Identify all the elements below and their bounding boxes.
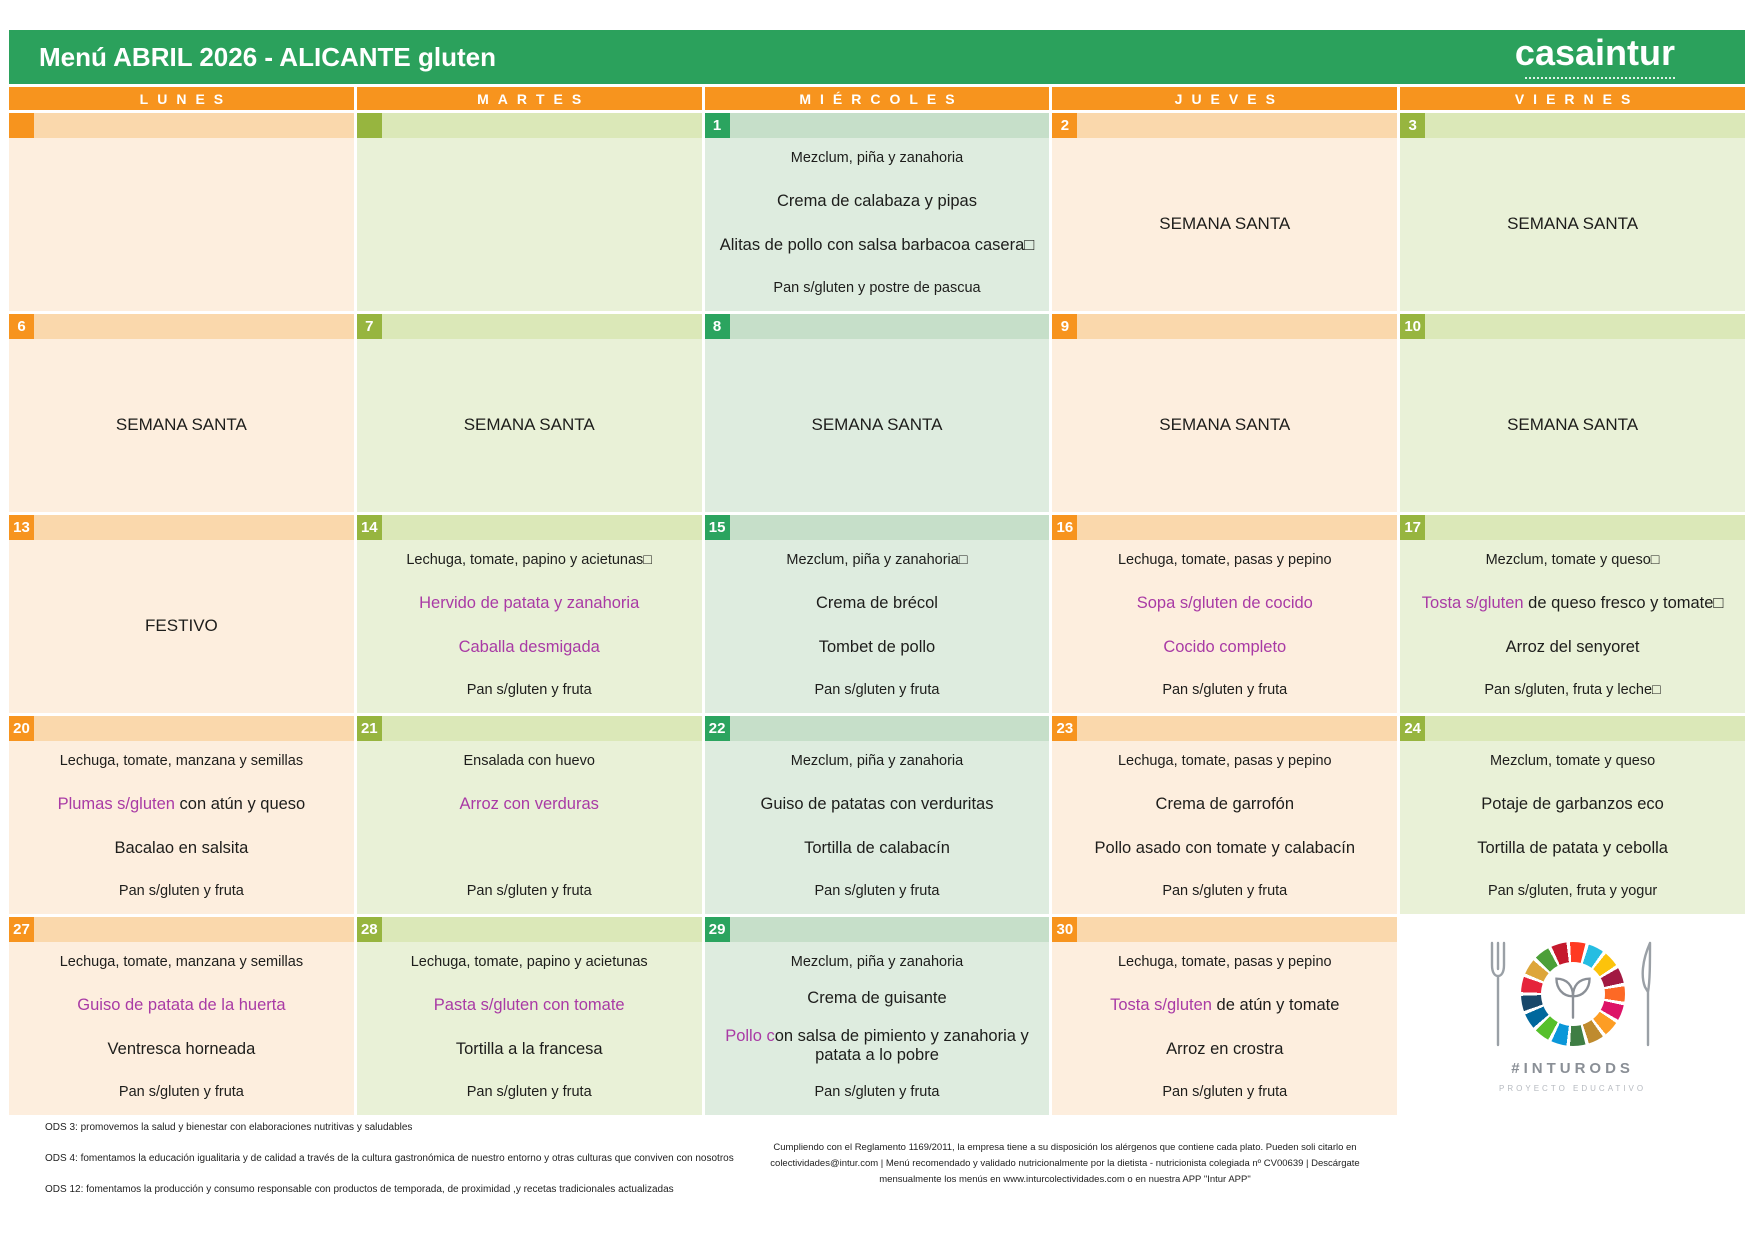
menu-line [713,594,1042,613]
calendar-cell-day-7 [357,314,702,512]
calendar-cell-day-22 [705,716,1050,914]
gluten-free-highlight: Cocido completo [1163,637,1287,656]
day-number-badge: 24 [1400,716,1425,741]
day-number-badge: 30 [1052,917,1077,942]
day-header-martes: MARTES [357,87,702,110]
menu-text: Lechuga, tomate, pasas y pepino [1117,753,1332,769]
cell-body [357,138,702,311]
cell-body [9,540,354,713]
menu-text: Ensalada con huevo [463,753,595,769]
holiday-label: SEMANA SANTA [811,414,943,434]
weeks-grid [9,113,1745,1115]
menu-text: Lechuga, tomate, pasas y pepino [1117,552,1332,568]
calendar-cell-day-1 [705,113,1050,311]
menu-text: Pan s/gluten y fruta [466,1083,592,1100]
day-number-badge: 13 [9,515,34,540]
cell-stripe [1400,314,1745,339]
holiday-label: SEMANA SANTA [1159,213,1291,233]
cell-stripe [9,314,354,339]
menu-line [1060,682,1389,699]
menu-line [1408,682,1737,699]
menu-text: Lechuga, tomate, manzana y semillas [59,753,304,769]
ods-logo-cell [1400,917,1745,1115]
holiday-label: SEMANA SANTA [1507,414,1639,434]
menu-line [1408,839,1737,858]
menu-text: Pan s/gluten y fruta [118,882,244,899]
day-number-badge: 1 [705,113,730,138]
menu-line [17,753,346,770]
menu-line [1408,594,1737,613]
menu-text: Lechuga, tomate, manzana y semillas [59,954,304,970]
cell-body [705,339,1050,512]
menu-text: Lechuga, tomate, papino y acietunas [410,954,648,970]
menu-line [365,552,694,569]
menu-line [1060,1040,1389,1059]
calendar-cell-day-15 [705,515,1050,713]
day-number-badge: 28 [357,917,382,942]
cell-stripe [357,716,702,741]
gluten-free-highlight: Hervido de patata y zanahoria [419,593,640,612]
calendar-cell-day-8 [705,314,1050,512]
menu-line [713,280,1042,297]
gluten-free-highlight: Guiso de patata de la huerta [77,995,286,1014]
menu-line [17,795,346,814]
menu-line [713,753,1042,770]
menu-line [17,1084,346,1101]
cell-stripe [9,515,354,540]
menu-line [365,883,694,900]
day-number-badge: 9 [1052,314,1077,339]
sdg-wheel [1521,942,1625,1046]
cell-body [705,942,1050,1115]
day-number-badge: 22 [705,716,730,741]
inturods-logo [1487,939,1659,1093]
menu-line [713,795,1042,814]
week-row-4 [9,716,1745,914]
menu-text: con atún y queso [174,794,306,813]
cell-body [1400,138,1745,311]
ods-line-3: ODS 12: fomentamos la producción y consumo responsable con productos de temporada, de proximidad ,y recetas tradicionales actualizadas [45,1184,674,1195]
menu-line [17,883,346,900]
cell-stripe [705,917,1050,942]
menu-line [1060,638,1389,657]
cell-body [705,138,1050,311]
menu-text: Potaje de garbanzos eco [1481,794,1664,813]
day-number-badge [357,113,382,138]
day-number-badge [9,113,34,138]
menu-text: Ventresca horneada [107,1039,256,1058]
casaintur-logo-text: casaintur [1514,32,1675,73]
menu-text: Lechuga, tomate, papino y acietunas□ [406,552,653,568]
gluten-free-highlight: Tosta s/gluten [1421,593,1524,612]
calendar-cell-empty [9,113,354,311]
cell-body [1052,138,1397,311]
day-number-badge: 23 [1052,716,1077,741]
menu-text: Pan s/gluten y fruta [814,681,940,698]
menu-text: Lechuga, tomate, pasas y pepino [1117,954,1332,970]
menu-line [365,1084,694,1101]
cell-body [1052,741,1397,914]
cell-body [357,540,702,713]
menu-line [713,1027,1042,1066]
holiday-label: SEMANA SANTA [463,414,595,434]
cell-stripe [9,716,354,741]
cell-stripe [1052,113,1397,138]
gluten-free-highlight: Caballa desmigada [458,637,600,656]
menu-text: Pollo asado con tomate y calabacín [1094,838,1356,857]
menu-text: Pan s/gluten y fruta [466,882,592,899]
menu-text: Pan s/gluten y fruta [1162,882,1288,899]
menu-text: Mezclum, piña y zanahoria [790,753,964,769]
menu-text: Mezclum, piña y zanahoria [790,954,964,970]
calendar-cell-day-3 [1400,113,1745,311]
cell-stripe [357,917,702,942]
cell-stripe [705,113,1050,138]
cell-body [9,138,354,311]
menu-text: de atún y tomate [1211,995,1340,1014]
calendar-cell-day-30 [1052,917,1397,1115]
cell-body [9,339,354,512]
logo-tagline [1525,75,1675,79]
week-row-2 [9,314,1745,512]
cell-body [1052,540,1397,713]
day-number-badge: 7 [357,314,382,339]
holiday-label: SEMANA SANTA [1507,213,1639,233]
menu-line [17,839,346,858]
calendar-cell-day-29 [705,917,1050,1115]
menu-text: Arroz en crostra [1166,1039,1284,1058]
week-row-1 [9,113,1745,311]
knife-icon [1637,939,1659,1049]
gluten-free-highlight: Pollo c [725,1026,775,1045]
inturods-subtitle: PROYECTO EDUCATIVO [1499,1084,1647,1093]
menu-line [365,1040,694,1059]
cell-stripe [1052,314,1397,339]
menu-line [713,989,1042,1008]
title-bar [9,30,1745,84]
day-number-badge: 17 [1400,515,1425,540]
calendar-cell-day-14 [357,515,702,713]
menu-text: Pan s/gluten y fruta [1162,681,1288,698]
day-number-badge: 6 [9,314,34,339]
menu-line [365,753,694,770]
plant-icon [1549,968,1597,1020]
calendar-cell-day-9 [1052,314,1397,512]
ods-line-1: ODS 3: promovemos la salud y bienestar con elaboraciones nutritivas y saludables [45,1122,413,1133]
day-number-badge: 10 [1400,314,1425,339]
menu-line [1060,839,1389,858]
cell-body [9,741,354,914]
menu-line [713,839,1042,858]
calendar [9,30,1745,1115]
menu-text: Guiso de patatas con verduritas [760,794,994,813]
cell-stripe [1052,917,1397,942]
day-number-badge: 3 [1400,113,1425,138]
cell-stripe [1052,716,1397,741]
menu-line [365,638,694,657]
menu-line [713,1084,1042,1101]
day-header-miercoles: MIÉRCOLES [705,87,1050,110]
menu-line [1060,1084,1389,1101]
menu-text: Pan s/gluten y fruta [466,681,592,698]
holiday-label: FESTIVO [145,615,218,635]
allergen-legal-text [755,1140,1375,1188]
menu-text: Pan s/gluten y fruta [814,1083,940,1100]
menu-text: Bacalao en salsita [114,838,249,857]
menu-text: Pan s/gluten y fruta [118,1083,244,1100]
calendar-cell-day-21 [357,716,702,914]
calendar-cell-day-16 [1052,515,1397,713]
ods-footnotes [45,1122,745,1215]
holiday-label: SEMANA SANTA [1159,414,1291,434]
day-number-badge: 27 [9,917,34,942]
menu-line [17,996,346,1015]
cell-stripe [357,113,702,138]
gluten-free-highlight: Pasta s/gluten con tomate [433,995,625,1014]
cell-body [357,741,702,914]
calendar-cell-day-6 [9,314,354,512]
inturods-hashtag: #INTURODS [1511,1060,1634,1077]
menu-line [365,682,694,699]
menu-text: Pan s/gluten, fruta y leche□ [1484,681,1661,698]
day-number-badge: 16 [1052,515,1077,540]
menu-line [1060,954,1389,971]
cell-stripe [1400,716,1745,741]
menu-text: Mezclum, piña y zanahoria [790,150,964,166]
menu-text: Mezclum, tomate y queso [1489,753,1656,769]
menu-text: de queso fresco y tomate□ [1523,593,1724,612]
menu-line [713,192,1042,211]
cell-body [1052,339,1397,512]
menu-line [1060,996,1389,1015]
gluten-free-highlight: Tosta s/gluten [1110,995,1212,1014]
menu-text: Mezclum, tomate y queso□ [1485,552,1660,568]
gluten-free-highlight: Sopa s/gluten de cocido [1136,593,1313,612]
menu-line [1060,883,1389,900]
casaintur-logo [1514,32,1675,79]
day-header-lunes: LUNES [9,87,354,110]
menu-text: Tombet de pollo [818,637,936,656]
menu-line [1408,552,1737,569]
calendar-cell-day-27 [9,917,354,1115]
cell-body [357,339,702,512]
menu-text: on salsa de pimiento y zanahoria y patata a lo pobre [774,1026,1029,1065]
menu-text: Arroz del senyoret [1505,637,1640,656]
menu-line [1408,883,1737,900]
cell-stripe [9,113,354,138]
cell-stripe [705,314,1050,339]
legal-line-1: Cumpliendo con el Reglamento 1169/2011, la empresa tiene a su disposición los alérgenos que contiene cada plato. Pueden soli citarlo en [773,1142,1357,1153]
fork-icon [1487,939,1509,1049]
day-header-row [9,87,1745,110]
cell-stripe [357,314,702,339]
menu-line [365,996,694,1015]
menu-text: Crema de guisante [807,989,947,1008]
menu-text: Alitas de pollo con salsa barbacoa casera□ [719,235,1035,254]
day-header-viernes: VIERNES [1400,87,1745,110]
menu-line [1060,594,1389,613]
week-row-3 [9,515,1745,713]
gluten-free-highlight: Plumas s/gluten [57,794,175,813]
menu-line [1060,552,1389,569]
menu-line [1060,795,1389,814]
holiday-label: SEMANA SANTA [115,414,247,434]
calendar-cell-day-2 [1052,113,1397,311]
menu-text: Crema de brécol [816,593,938,612]
day-number-badge: 15 [705,515,730,540]
cell-stripe [705,716,1050,741]
gluten-free-highlight: Arroz con verduras [459,794,599,813]
menu-line [365,954,694,971]
menu-line [713,552,1042,569]
day-number-badge: 20 [9,716,34,741]
cutlery-and-wheel [1487,939,1659,1049]
menu-line [365,795,694,814]
calendar-cell-day-28 [357,917,702,1115]
calendar-cell-day-20 [9,716,354,914]
cell-stripe [1400,515,1745,540]
menu-line [1060,753,1389,770]
week-row-5 [9,917,1745,1115]
day-number-badge: 2 [1052,113,1077,138]
menu-text: Pan s/gluten y fruta [814,882,940,899]
calendar-cell-empty [357,113,702,311]
menu-text: Pan s/gluten y fruta [1162,1083,1288,1100]
menu-line [713,682,1042,699]
day-number-badge: 21 [357,716,382,741]
day-number-badge: 8 [705,314,730,339]
calendar-cell-day-10 [1400,314,1745,512]
menu-text: Tortilla a la francesa [455,1039,603,1058]
menu-text: Tortilla de calabacín [804,838,950,857]
day-number-badge: 29 [705,917,730,942]
page-title: Menú ABRIL 2026 - ALICANTE gluten [39,41,496,72]
cell-body [1052,942,1397,1115]
menu-text: Mezclum, piña y zanahoria□ [786,552,968,568]
ods-line-2: ODS 4: fomentamos la educación igualitaria y de calidad a través de la cultura gastronómica de nuestro entorno y otras culturas que conviven con nosotros [45,1153,734,1164]
cell-body [1400,741,1745,914]
menu-line [713,150,1042,167]
calendar-cell-day-13 [9,515,354,713]
menu-line [713,236,1042,255]
day-header-jueves: JUEVES [1052,87,1397,110]
cell-body [357,942,702,1115]
menu-line [713,883,1042,900]
menu-line [1408,638,1737,657]
menu-line [365,594,694,613]
menu-line [713,954,1042,971]
cell-stripe [1052,515,1397,540]
menu-line [713,638,1042,657]
menu-text: Tortilla de patata y cebolla [1477,838,1668,857]
menu-text: Pan s/gluten, fruta y yogur [1487,882,1658,899]
menu-line [17,1040,346,1059]
cell-stripe [1400,113,1745,138]
menu-line [1408,753,1737,770]
cell-body [1400,540,1745,713]
menu-text: Crema de calabaza y pipas [777,191,977,210]
cell-body [1400,339,1745,512]
legal-line-2: colectividades@intur.com | Menú recomendado y validado nutricionalmente por la dietista - nutricionista colegiada nº CV00639 | Descárgate [770,1158,1360,1169]
cell-body [9,942,354,1115]
menu-line [17,954,346,971]
cell-stripe [357,515,702,540]
day-number-badge: 14 [357,515,382,540]
menu-text: Pan s/gluten y postre de pascua [773,279,981,296]
menu-line [1408,795,1737,814]
cell-stripe [9,917,354,942]
calendar-cell-day-23 [1052,716,1397,914]
cell-body [705,741,1050,914]
menu-text: Crema de garrofón [1155,794,1295,813]
legal-line-3: mensualmente los menús en www.inturcolectividades.com o en nuestra APP "Intur APP" [879,1174,1251,1185]
cell-stripe [705,515,1050,540]
calendar-cell-day-24 [1400,716,1745,914]
calendar-cell-day-17 [1400,515,1745,713]
cell-body [705,540,1050,713]
